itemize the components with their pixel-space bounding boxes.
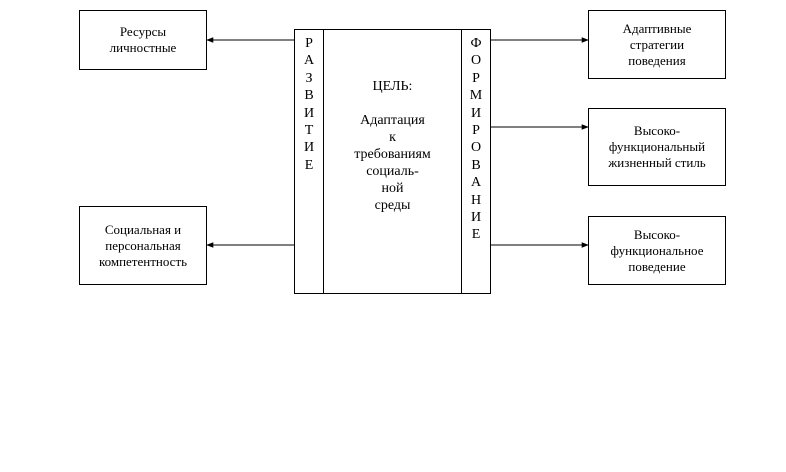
formirovanie-letter: Р	[472, 122, 480, 138]
formirovanie-letter: Е	[471, 227, 481, 243]
razvitie-letter: Е	[304, 157, 314, 173]
formirovanie-letter: М	[469, 88, 483, 104]
razvitie-letter: Р	[305, 36, 313, 51]
razvitie-letter: З	[305, 70, 313, 86]
column-razvitie	[294, 29, 324, 294]
box-lifestyle-text: Высоко- функциональный жизненный стиль	[608, 123, 706, 170]
razvitie-letter: И	[303, 140, 315, 156]
box-adaptive	[588, 10, 726, 79]
formirovanie-letter: Р	[472, 70, 480, 86]
box-resources-text: Ресурсы личностные	[109, 24, 177, 55]
box-competence	[79, 206, 207, 285]
formirovanie-letter: И	[470, 105, 482, 121]
box-behavior	[588, 216, 726, 285]
formirovanie-letter: Н	[470, 192, 482, 208]
center-goal-box	[323, 29, 462, 294]
razvitie-letter: И	[303, 105, 315, 121]
box-adaptive-text: Адаптивные стратегии поведения	[622, 20, 692, 68]
box-competence-text: Социальная и персональная компетентность	[98, 221, 188, 269]
center-goal	[354, 78, 431, 293]
razvitie-letter: А	[303, 53, 315, 69]
formirovanie-letter: И	[470, 209, 482, 225]
razvitie-letter: В	[304, 88, 314, 104]
box-behavior-text: Высоко- функциональное поведение	[610, 226, 704, 274]
box-resources	[79, 10, 207, 70]
formirovanie-letter: О	[470, 53, 482, 69]
razvitie-letter: Т	[304, 122, 314, 138]
formirovanie-letter: А	[470, 175, 482, 191]
formirovanie-letter: О	[470, 140, 482, 156]
box-lifestyle	[588, 108, 726, 186]
formirovanie-letter: В	[471, 157, 481, 173]
goal-title: ЦЕЛЬ:	[372, 79, 413, 94]
formirovanie-letter: Ф	[470, 36, 482, 51]
column-formirovanie	[461, 29, 491, 294]
goal-text: Адаптация к требованиям социаль- ной среды	[354, 113, 431, 213]
